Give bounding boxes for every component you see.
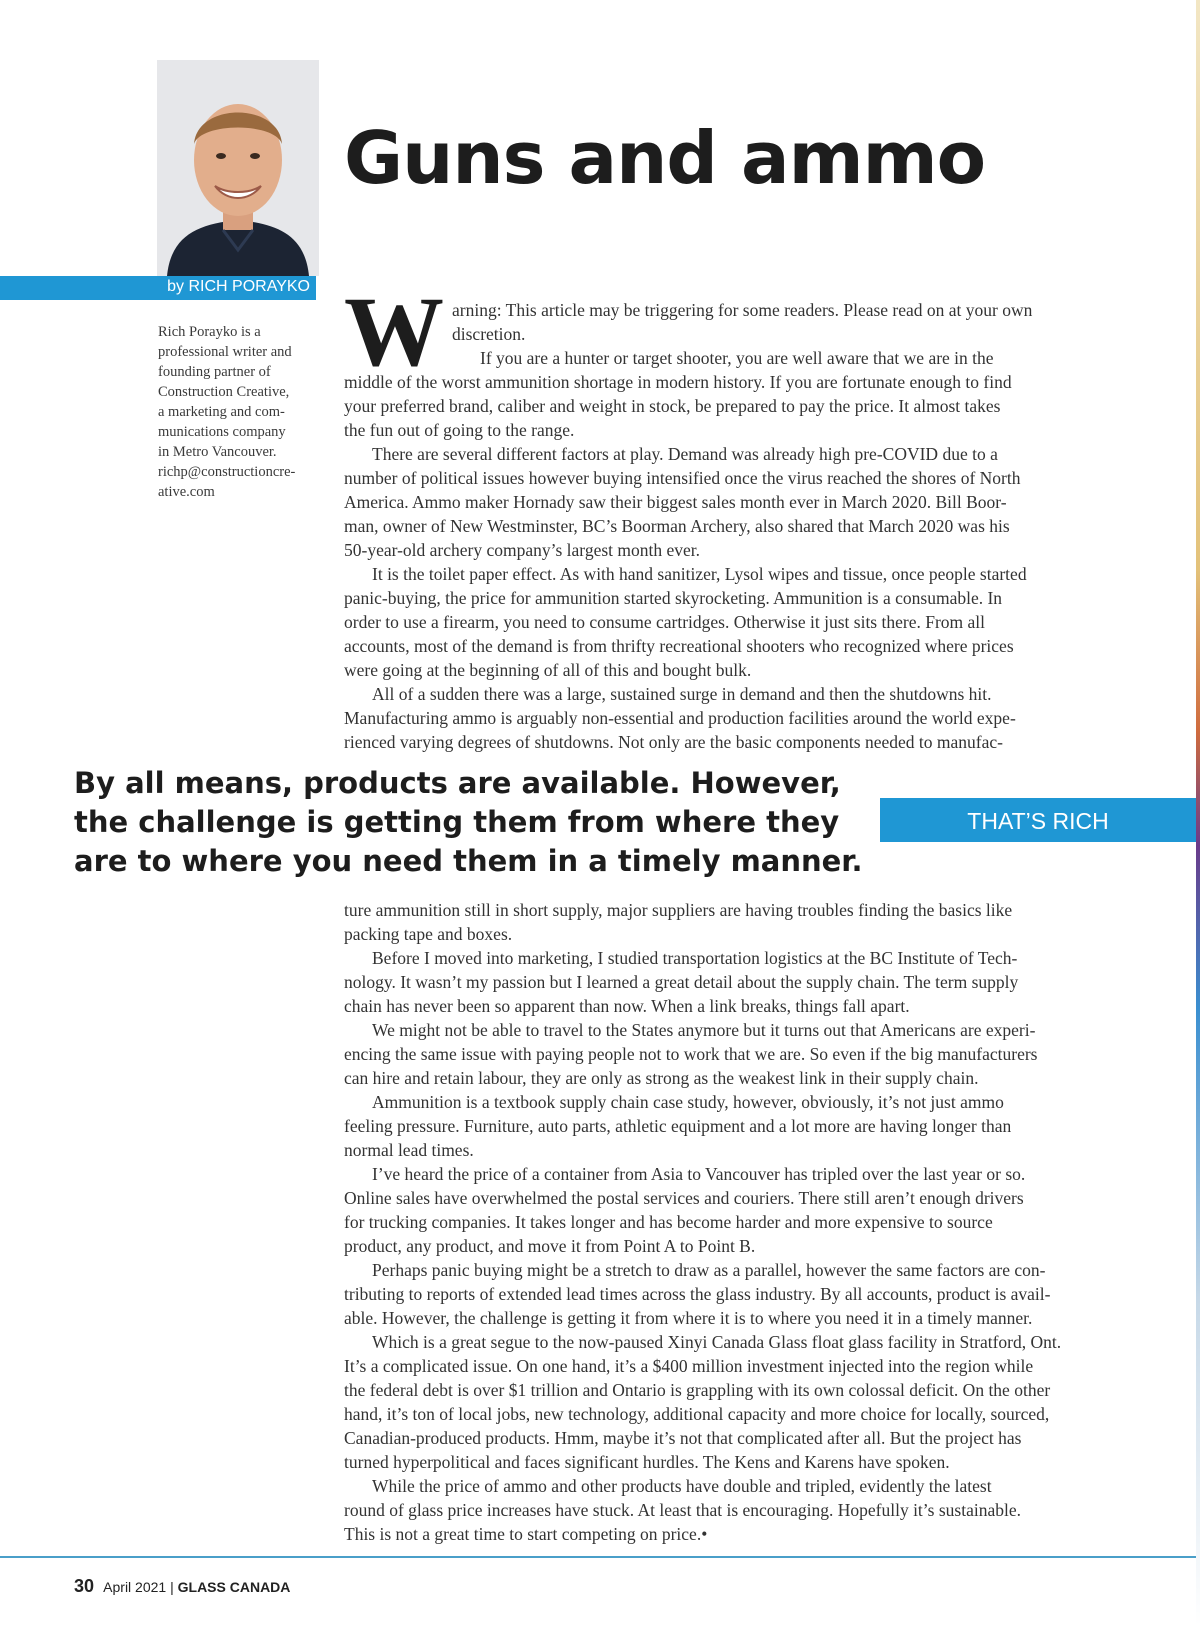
- body-line: normal lead times.: [344, 1140, 474, 1160]
- body-line: accounts, most of the demand is from thrifty recreational shooters who recognized where prices: [344, 636, 1014, 656]
- article-body-part-1: [344, 370, 1120, 754]
- byline: by RICH PORAYKO: [167, 278, 310, 295]
- body-line: panic-buying, the price for ammunition started skyrocketing. Ammunition is a consumable. In: [344, 588, 1003, 608]
- author-photo: [157, 60, 319, 276]
- body-line: packing tape and boxes.: [344, 924, 513, 944]
- body-line: can hire and retain labour, they are only as strong as the weakest link in their supply chain.: [344, 1068, 979, 1088]
- body-line: This is not a great time to start competing on price.•: [344, 1524, 708, 1544]
- body-line: able. However, the challenge is getting it from where it is to where you need it in a timely manner.: [344, 1308, 1033, 1328]
- bio-line: in Metro Vancouver.: [158, 444, 277, 460]
- body-line: the federal debt is over $1 trillion and Ontario is grappling with its own colossal deficit. On the other: [344, 1380, 1051, 1400]
- body-line: round of glass price increases have stuck. At least that is encouraging. Hopefully it’s sustainable.: [344, 1500, 1021, 1520]
- article-title: Guns and ammo: [344, 116, 986, 200]
- body-line: We might not be able to travel to the States anymore but it turns out that Americans are experi-: [372, 1020, 1036, 1040]
- body-line: Perhaps panic buying might be a stretch to draw as a parallel, however the same factors are con-: [372, 1260, 1046, 1280]
- footer-rule: [0, 1556, 1196, 1558]
- bio-line: Rich Porayko is a: [158, 324, 261, 340]
- body-line: hand, it’s ton of local jobs, new technology, additional capacity and more choice for locally, sourced,: [344, 1404, 1050, 1424]
- pull-quote-line: are to where you need them in a timely manner.: [74, 844, 863, 878]
- bio-line: a marketing and com-: [158, 404, 285, 420]
- page-footer: [74, 1576, 290, 1597]
- section-label: THAT’S RICH: [967, 808, 1109, 834]
- body-line: ture ammunition still in short supply, major suppliers are having troubles finding the basics like: [344, 900, 1013, 920]
- body-line: nology. It wasn’t my passion but I learned a great detail about the supply chain. The term supply: [344, 972, 1019, 992]
- body-line: middle of the worst ammunition shortage in modern history. If you are fortunate enough to find: [344, 372, 1012, 392]
- body-line: All of a sudden there was a large, sustained surge in demand and then the shutdowns hit.: [372, 684, 992, 704]
- body-line: feeling pressure. Furniture, auto parts, athletic equipment and a lot more are having longer than: [344, 1116, 1012, 1136]
- body-line: It is the toilet paper effect. As with hand sanitizer, Lysol wipes and tissue, once people started: [372, 564, 1027, 584]
- body-line: product, any product, and move it from Point A to Point B.: [344, 1236, 756, 1256]
- body-line: discretion.: [452, 324, 526, 344]
- body-line: There are several different factors at play. Demand was already high pre-COVID due to a: [372, 444, 998, 464]
- article-body-part-2: [344, 898, 1120, 1546]
- body-line: tributing to reports of extended lead times across the glass industry. By all accounts, product is avail-: [344, 1284, 1051, 1304]
- body-line: arning: This article may be triggering for some readers. Please read on at your own: [452, 300, 1033, 320]
- body-line: chain has never been so apparent than now. When a link breaks, things fall apart.: [344, 996, 910, 1016]
- body-line: order to use a firearm, you need to consume cartridges. Otherwise it just sits there. From all: [344, 612, 986, 632]
- bio-line: founding partner of: [158, 364, 271, 380]
- body-line: I’ve heard the price of a container from Asia to Vancouver has tripled over the last year or so.: [372, 1164, 1026, 1184]
- body-line: Ammunition is a textbook supply chain case study, however, obviously, it’s not just ammo: [372, 1092, 1004, 1112]
- bio-line: Construction Creative,: [158, 384, 290, 400]
- body-line: man, owner of New Westminster, BC’s Boorman Archery, also shared that March 2020 was his: [344, 516, 1010, 536]
- bio-email-line[interactable]: richp@constructioncre-: [158, 464, 296, 480]
- pull-quote-line: By all means, products are available. However,: [74, 766, 841, 800]
- body-line: number of political issues however buying intensified once the virus reached the shores of North: [344, 468, 1021, 488]
- body-line: Manufacturing ammo is arguably non-essential and production facilities around the world expe-: [344, 708, 1016, 728]
- body-line: your preferred brand, caliber and weight in stock, be prepared to pay the price. It almost takes: [344, 396, 1001, 416]
- byline-bar: [0, 276, 316, 300]
- author-bio: [158, 322, 310, 502]
- body-line: Online sales have overwhelmed the postal services and couriers. There still aren’t enough drivers: [344, 1188, 1024, 1208]
- body-line: It’s a complicated issue. On one hand, it’s a $400 million investment injected into the region while: [344, 1356, 1034, 1376]
- body-line: for trucking companies. It takes longer and has become harder and more expensive to source: [344, 1212, 993, 1232]
- body-line: Canadian-produced products. Hmm, maybe it’s not that complicated after all. But the project has: [344, 1428, 1022, 1448]
- body-line: Before I moved into marketing, I studied transportation logistics at the BC Institute of Tech-: [372, 948, 1018, 968]
- pull-quote-line: the challenge is getting them from where they: [74, 805, 840, 839]
- body-line: turned hyperpolitical and faces significant hurdles. The Kens and Karens have spoken.: [344, 1452, 950, 1472]
- section-banner: [880, 798, 1196, 842]
- page-edge-color-strip: [1196, 0, 1200, 1626]
- body-line: Which is a great segue to the now-paused Xinyi Canada Glass float glass facility in Stratford, Ont.: [372, 1332, 1062, 1352]
- bio-line: munications company: [158, 424, 286, 440]
- body-line: 50-year-old archery company’s largest month ever.: [344, 540, 701, 560]
- body-line: were going at the beginning of all of this and bought bulk.: [344, 660, 752, 680]
- pull-quote: [74, 764, 864, 881]
- drop-cap: W: [344, 276, 444, 387]
- body-line: rienced varying degrees of shutdowns. Not only are the basic components needed to manufac-: [344, 732, 1003, 752]
- bio-email-line[interactable]: ative.com: [158, 484, 215, 500]
- publication-name: GLASS CANADA: [177, 1579, 291, 1595]
- body-line: encing the same issue with paying people not to work that we are. So even if the big manufacturers: [344, 1044, 1038, 1064]
- body-line: the fun out of going to the range.: [344, 420, 575, 440]
- body-line: While the price of ammo and other products have double and tripled, evidently the latest: [372, 1476, 992, 1496]
- issue-date: April 2021 |: [103, 1579, 174, 1595]
- body-line: America. Ammo maker Hornady saw their biggest sales month ever in March 2020. Bill Boor-: [344, 492, 1007, 512]
- bio-line: professional writer and: [158, 344, 292, 360]
- body-line: If you are a hunter or target shooter, you are well aware that we are in the: [480, 348, 994, 368]
- article-intro: [452, 298, 1122, 370]
- page-number: 30: [74, 1576, 95, 1596]
